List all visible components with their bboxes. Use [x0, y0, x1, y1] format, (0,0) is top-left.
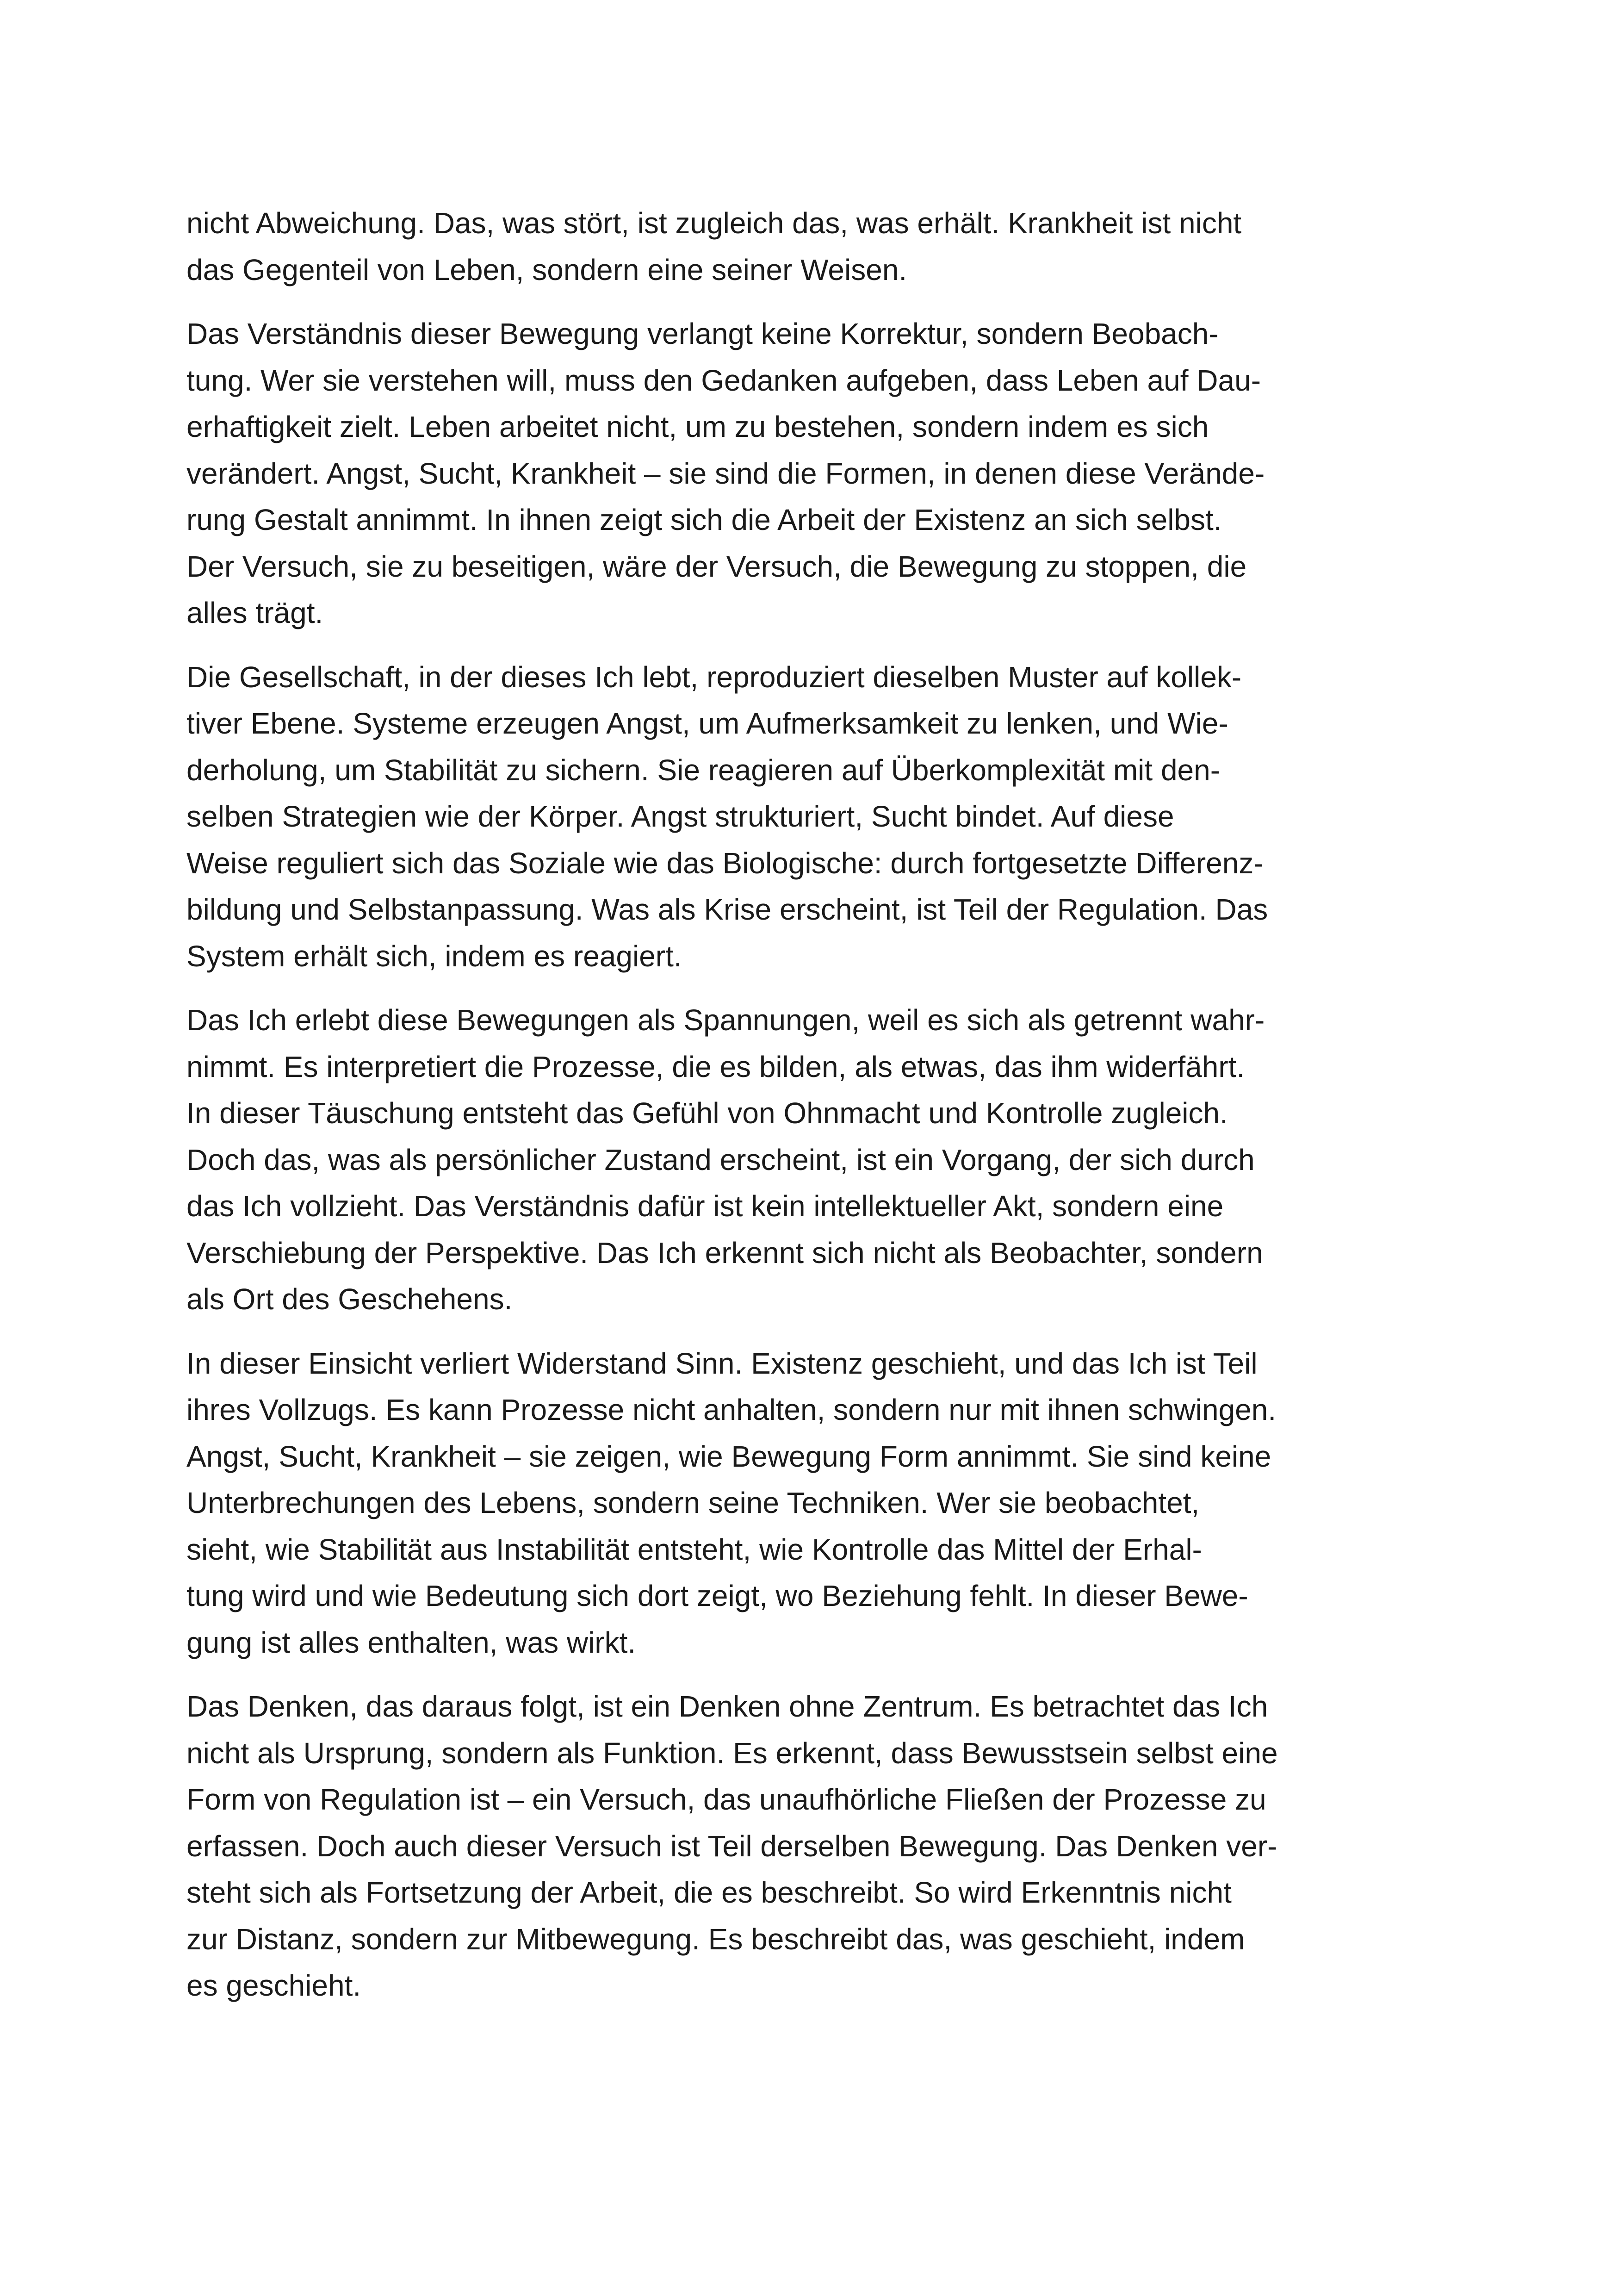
paragraph-5: In dieser Einsicht verliert Widerstand Sinn. Existenz geschieht, und das Ich ist Teil ihres Vollzugs. Es kann Prozesse nicht anhalten, sondern nur mit ihnen schwingen. Angst, Sucht, Krankheit – sie zeigen, wie Bewegung Form annimmt. Sie sind keine Unterbrechungen des Lebens, sondern seine Techniken. Wer sie beobachtet, sieht, wie Stabilität aus Instabilität entsteht, wie Kontrolle das Mittel der Erhal- tung wird und wie Bedeutung sich dort zeigt, wo Beziehung fehlt. In dieser Bewe- gung ist alles enthalten, was wirkt.	[186, 1346, 1277, 1659]
body-text	[186, 200, 1439, 2027]
paragraph-4: Das Ich erlebt diese Bewegungen als Spannungen, weil es sich als getrennt wahr- nimmt. Es interpretiert die Prozesse, die es bilden, als etwas, das ihm widerfährt. In dieser Täuschung entsteht das Gefühl von Ohnmacht und Kontrolle zugleich. Doch das, was als persönlicher Zustand erscheint, ist ein Vorgang, der sich durch das Ich vollzieht. Das Verständnis dafür ist kein intellektueller Akt, sondern eine Verschiebung der Perspektive. Das Ich erkennt sich nicht als Beobachter, sondern als Ort des Geschehens.	[186, 1003, 1265, 1316]
paragraph-6: Das Denken, das daraus folgt, ist ein Denken ohne Zentrum. Es betrachtet das Ich nicht als Ursprung, sondern als Funktion. Es erkennt, dass Bewusstsein selbst eine Form von Regulation ist – ein Versuch, das unaufhörliche Fließen der Prozesse zu erfassen. Doch auch dieser Versuch ist Teil derselben Bewegung. Das Denken ver- steht sich als Fortsetzung der Arbeit, die es beschreibt. So wird Erkenntnis nicht zur Distanz, sondern zur Mitbewegung. Es beschreibt das, was geschieht, indem es geschieht.	[186, 1690, 1278, 2002]
paragraph-2: Das Verständnis dieser Bewegung verlangt keine Korrektur, sondern Beobach- tung. Wer sie verstehen will, muss den Gedanken aufgeben, dass Leben auf Dau- erhaftigkeit zielt. Leben arbeitet nicht, um zu bestehen, sondern indem es sich verändert. Angst, Sucht, Krankheit – sie sind die Formen, in denen diese Verände- rung Gestalt annimmt. In ihnen zeigt sich die Arbeit der Existenz an sich selbst. Der Versuch, sie zu beseitigen, wäre der Versuch, die Bewegung zu stoppen, die alles trägt.	[186, 317, 1265, 629]
paragraph-1: nicht Abweichung. Das, was stört, ist zugleich das, was erhält. Krankheit ist nicht das Gegenteil von Leben, sondern eine seiner Weisen.	[186, 206, 1242, 286]
paragraph-3: Die Gesellschaft, in der dieses Ich lebt, reproduziert dieselben Muster auf kollek- tiver Ebene. Systeme erzeugen Angst, um Aufmerksamkeit zu lenken, und Wie- derholung, um Stabilität zu sichern. Sie reagieren auf Überkomplexität mit den- selben Strategien wie der Körper. Angst strukturiert, Sucht bindet. Auf diese Weise reguliert sich das Soziale wie das Biologische: durch fortgesetzte Differenz- bildung und Selbstanpassung. Was als Krise erscheint, ist Teil der Regulation. Das System erhält sich, indem es reagiert.	[186, 660, 1268, 973]
